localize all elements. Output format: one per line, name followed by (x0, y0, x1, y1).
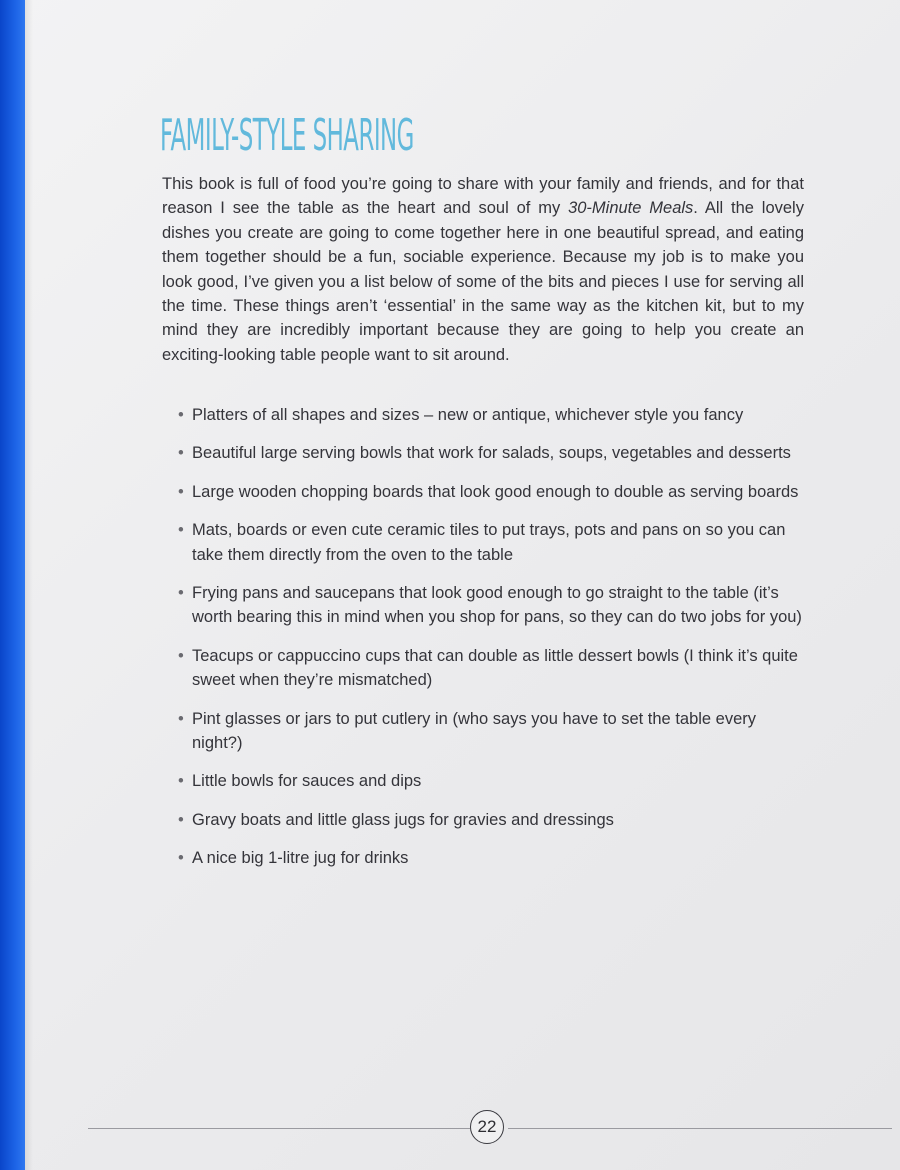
list-item-text: Mats, boards or even cute ceramic tiles to put trays, pots and pans on so you can take them directly from the oven to the table (192, 521, 786, 564)
list-item-text: Beautiful large serving bowls that work for salads, soups, vegetables and desserts (192, 444, 791, 463)
spine-shadow (25, 0, 33, 1170)
bullet-icon: • (178, 646, 184, 665)
list-item (178, 480, 808, 504)
intro-text-start: This book is full of food you’re going to share with your family and friends, and for that reason I see the table as the heart and soul of my (162, 175, 804, 218)
list-item (178, 769, 808, 793)
list-item (178, 808, 808, 832)
section-heading: FAMILY-STYLE SHARING (160, 110, 414, 161)
list-item-text: Gravy boats and little glass jugs for gravies and dressings (192, 810, 614, 829)
list-item-text: Frying pans and saucepans that look good enough to go straight to the table (it’s worth bearing this in mind when you shop for pans, so they can do two jobs for you) (192, 584, 802, 627)
list-item (178, 581, 808, 630)
bullet-icon: • (178, 810, 184, 829)
list-item-text: Little bowls for sauces and dips (192, 772, 422, 791)
list-item (178, 644, 808, 693)
bullet-icon: • (178, 406, 184, 424)
book-spine-edge (0, 0, 25, 1170)
book-title-italic: 30-Minute Meals (568, 199, 694, 218)
footer-rule-right (508, 1128, 892, 1129)
list-item-text: Pint glasses or jars to put cutlery in (who says you have to set the table every night?) (192, 709, 757, 753)
page-number: 22 (470, 1110, 504, 1144)
bullet-icon: • (178, 772, 184, 791)
list-item (178, 403, 808, 427)
serving-items-list (178, 403, 808, 885)
bullet-icon: • (178, 482, 184, 501)
list-item-text: Large wooden chopping boards that look good enough to double as serving boards (192, 482, 799, 501)
bullet-icon: • (178, 521, 184, 540)
list-item (178, 441, 808, 465)
list-item (178, 707, 808, 756)
bullet-icon: • (178, 849, 184, 868)
list-item-text: A nice big 1-litre jug for drinks (192, 849, 409, 868)
footer-rule-left (88, 1128, 470, 1129)
intro-text-end: . All the lovely dishes you create are going to come together here in one beautiful spread, and eating them together should be a fun, sociable experience. Because my job is to make you look good, I’ve given you a list below of some of the bits and pieces I use for serving all the time. These things aren’t ‘essential’ in the same way as the kitchen kit, but to my mind they are incredibly important because they are going to help you create an exciting-looking table people want to sit around. (162, 199, 804, 364)
list-item (178, 518, 808, 567)
intro-paragraph (162, 172, 804, 367)
bullet-icon: • (178, 444, 184, 463)
list-item-text: Teacups or cappuccino cups that can double as little dessert bowls (I think it’s quite sweet when they’re mismatched) (192, 646, 798, 690)
list-item-text: Platters of all shapes and sizes – new or antique, whichever style you fancy (192, 406, 744, 424)
bullet-icon: • (178, 584, 184, 603)
list-item (178, 846, 808, 870)
bullet-icon: • (178, 709, 184, 728)
